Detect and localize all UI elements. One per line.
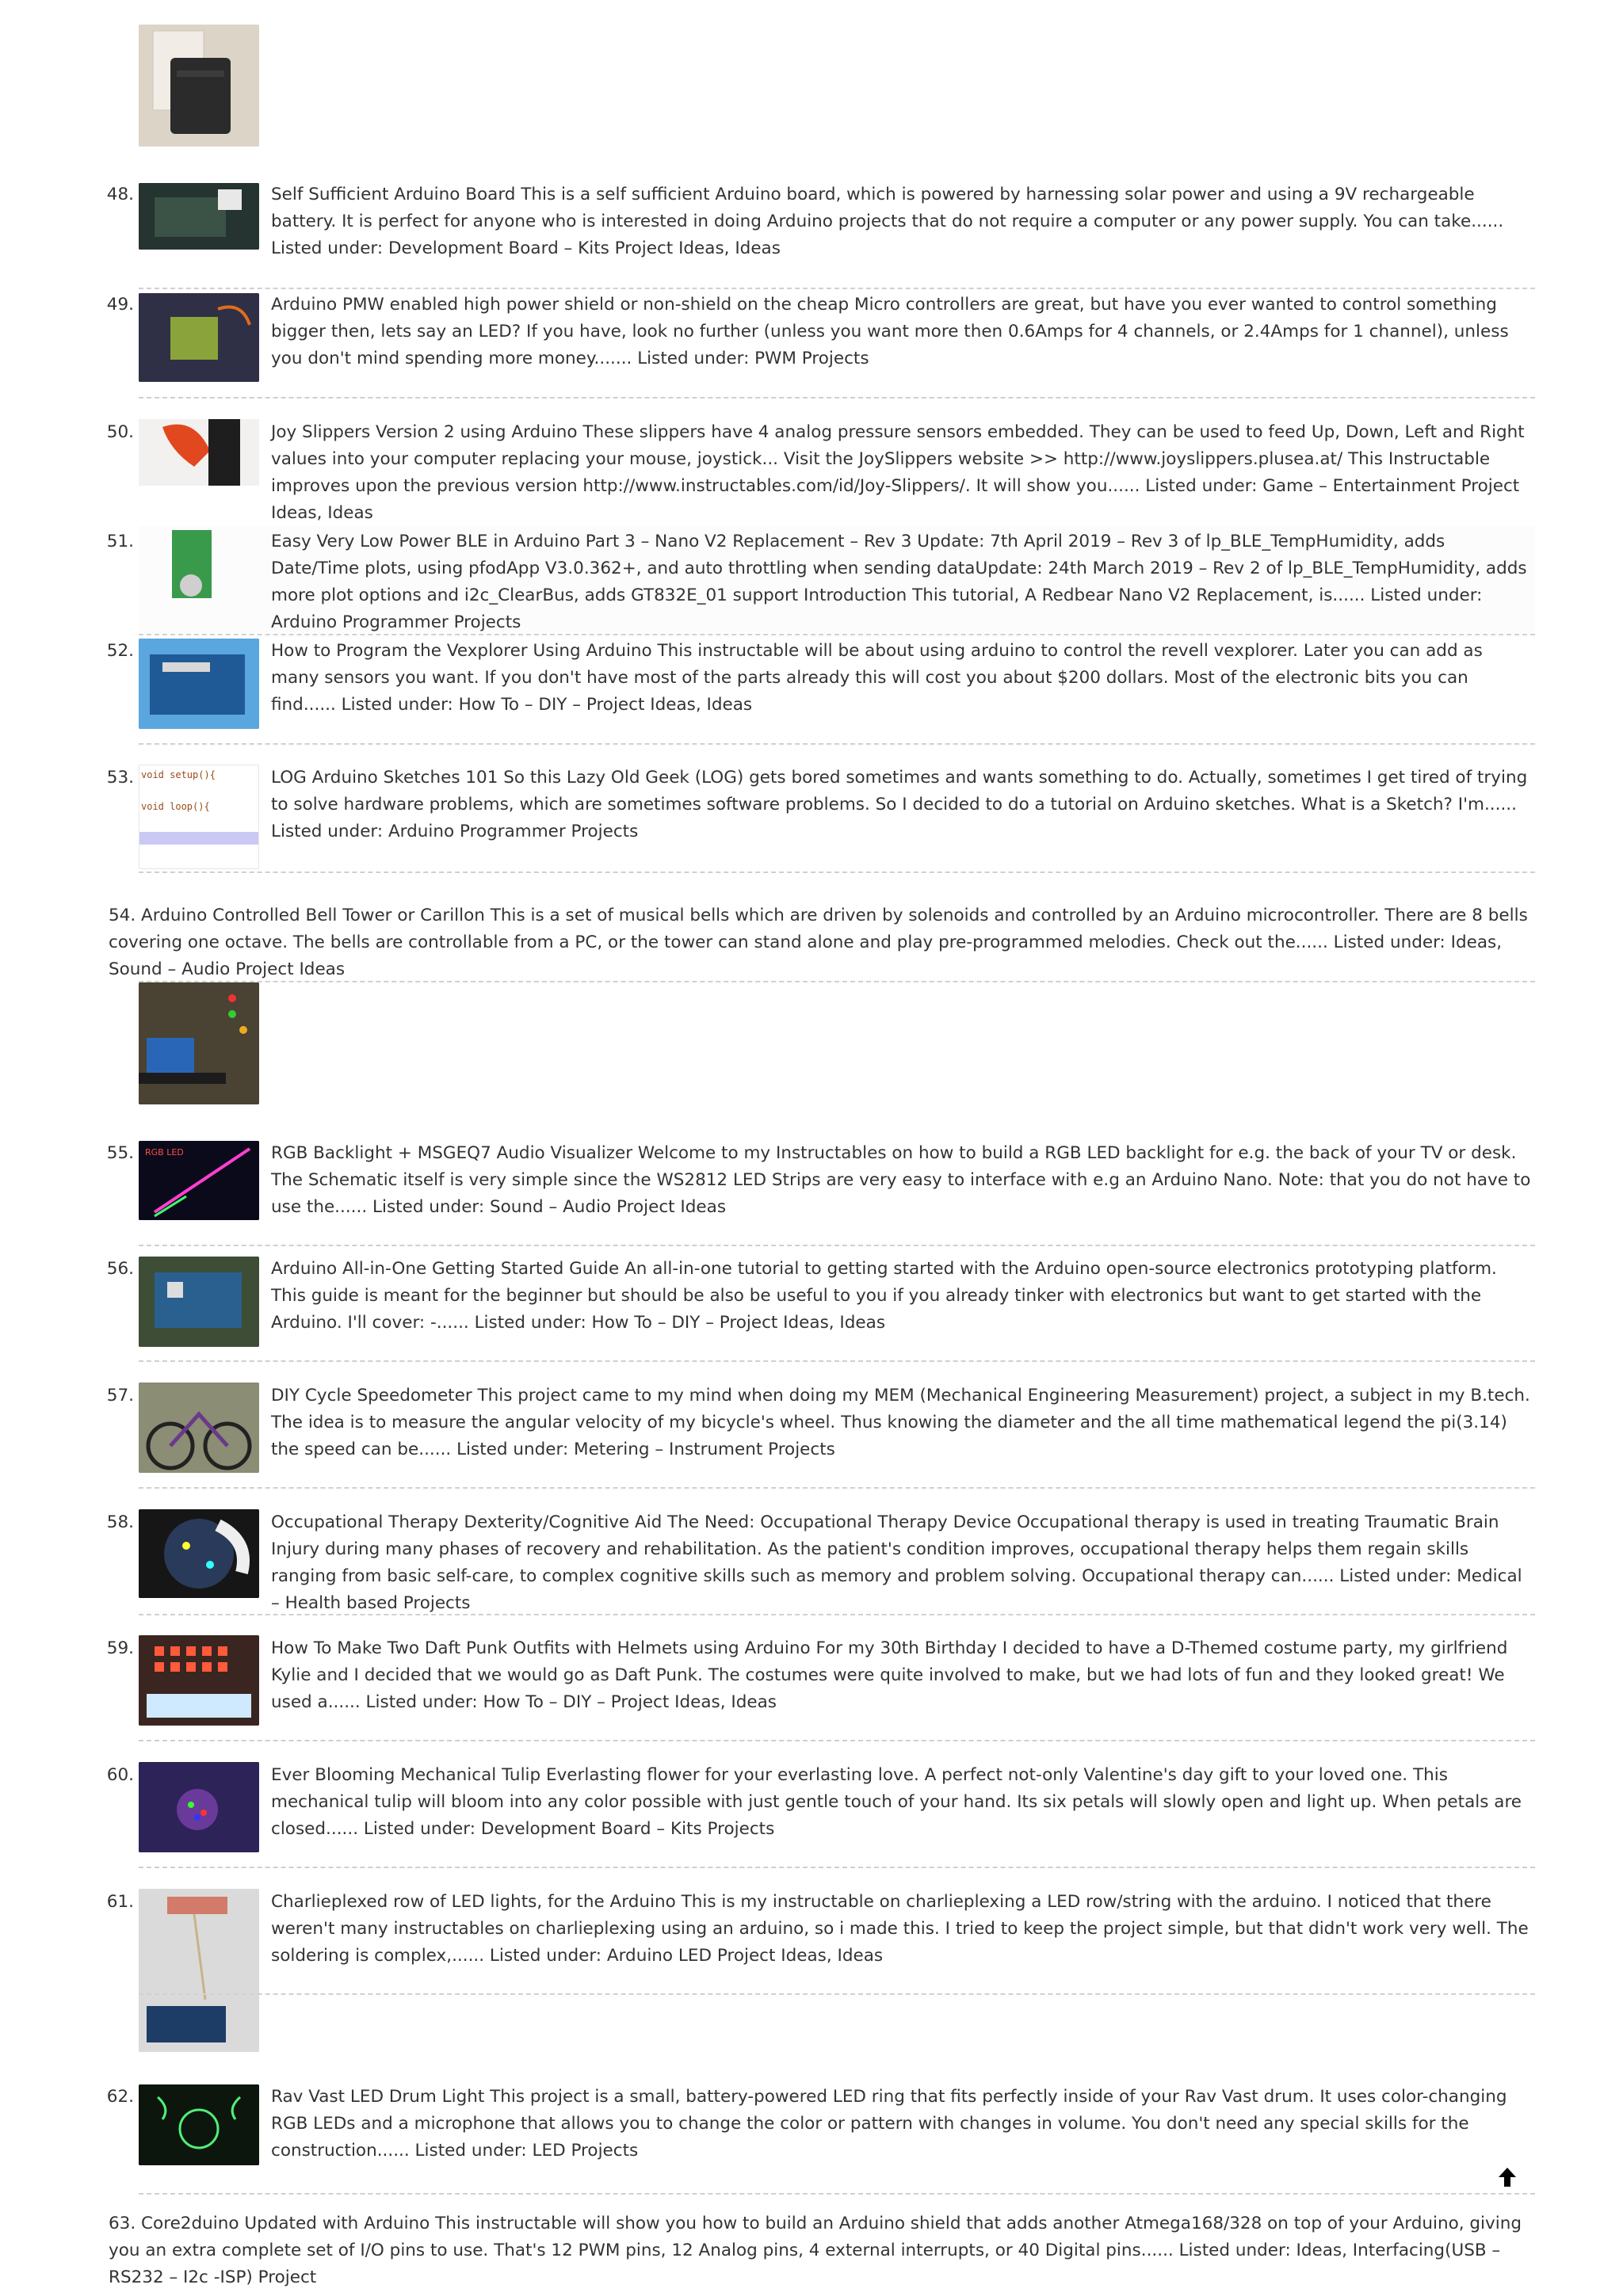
item-number: 51.	[106, 532, 134, 551]
divider	[139, 288, 1535, 289]
item-number: 60.	[106, 1765, 134, 1785]
item-description[interactable]: Arduino All-in-One Getting Started Guide An all-in-one tutorial to getting started with the Arduino open-source electronics prototyping platform. This guide is meant for the beginner but should be also be useful to you if you already tinker with electronics but want to get started with the Arduino. I'll cover: -...... Listed under: How To – DIY – Project Ideas, Ideas	[271, 1259, 1497, 1333]
item-thumbnail[interactable]	[139, 1509, 259, 1598]
item-thumbnail[interactable]	[139, 1257, 259, 1347]
item-description[interactable]: Charlieplexed row of LED lights, for the Arduino This is my instructable on charlieplexing a LED row/string with the arduino. I noticed that there weren't many instructables on charlieplexing using an arduino, so i made this. I tried to keep the project simple, but that didn't work very well. The soldering is complex,...... Listed under: Arduino LED Project Ideas, Ideas	[271, 1892, 1529, 1966]
item-description[interactable]: Joy Slippers Version 2 using Arduino These slippers have 4 analog pressure sensors embedded. They can be used to feed Up, Down, Left and Right values into your computer replacing your mouse, joystick... Visit the JoySlippers website >> http://www.joyslippers.plusea.at/ This Instructable improves upon the previous version http://www.instructables.com/id/Joy-Slippers/. It will show you...... Listed under: Game – Entertainment Project Ideas, Ideas	[271, 422, 1525, 523]
item-description[interactable]: Rav Vast LED Drum Light This project is a small, battery-powered LED ring that fits perfectly inside of your Rav Vast drum. It uses color-changing RGB LEDs and a microphone that allows you to change the color or pattern with changes in volume. You don't need any special skills for the construction...... Listed under: LED Projects	[271, 2087, 1507, 2161]
divider	[139, 397, 1535, 399]
divider	[139, 1740, 1535, 1741]
item-number: 59.	[106, 1638, 134, 1658]
item-thumbnail[interactable]	[139, 293, 259, 382]
item-number: 49.	[106, 295, 134, 315]
divider	[139, 1867, 1535, 1868]
item-thumbnail[interactable]	[139, 2084, 259, 2165]
arrow-up-icon	[1496, 2166, 1518, 2188]
item-description[interactable]	[109, 2210, 1537, 2291]
item-description[interactable]: How to Program the Vexplorer Using Arduino This instructable will be about using arduino to control the revell vexplorer. Later you can add as many sensors you want. If you don't have most of the parts already this will cost you about $200 dollars. Most of the electronic bits you can find...... Listed under: How To – DIY – Project Ideas, Ideas	[271, 641, 1483, 715]
item-text: Core2duino Updated with Arduino This instructable will show you how to build an Arduino shield that adds another Atmega168/328 on top of your Arduino, giving you an extra complete set of I/O pins to use. That's 12 PWM pins, 12 Analog pins, 4 external interrupts, or 40 Digital pins...... Listed under: Ideas, Interfacing(USB – RS232 – I2c -ISP) Project	[109, 2214, 1522, 2287]
divider	[139, 1993, 1535, 1995]
item-thumbnail[interactable]	[139, 1141, 259, 1220]
item-thumbnail[interactable]	[139, 982, 259, 1104]
item-thumbnail[interactable]	[139, 765, 259, 869]
divider	[139, 2193, 1535, 2195]
item-thumbnail[interactable]	[139, 1762, 259, 1852]
item-description[interactable]: LOG Arduino Sketches 101 So this Lazy Old Geek (LOG) gets bored sometimes and wants something to do. Actually, sometimes I get tired of trying to solve hardware problems, which are sometimes software problems. So I decided to do a tutorial on Arduino sketches. What is a Sketch? I'm...... Listed under: Arduino Programmer Projects	[271, 768, 1528, 841]
divider	[139, 743, 1535, 745]
item-thumbnail[interactable]	[139, 1889, 259, 2052]
item-description[interactable]: Self Sufficient Arduino Board This is a self sufficient Arduino board, which is powered by harnessing solar power and using a 9V rechargeable battery. It is perfect for anyone who is interested in doing Arduino projects that do not require a computer or any power supply. You can take...... Listed under: Development Board – Kits Project Ideas, Ideas	[271, 185, 1504, 258]
item-thumbnail[interactable]	[139, 639, 259, 729]
item-thumbnail[interactable]	[139, 1635, 259, 1726]
item-number: 62.	[106, 2087, 134, 2107]
item-description[interactable]	[109, 902, 1537, 983]
item-thumbnail[interactable]	[139, 25, 259, 147]
item-number: 57.	[106, 1386, 134, 1405]
item-thumbnail[interactable]	[139, 1383, 259, 1473]
divider	[139, 871, 1535, 873]
item-description[interactable]: DIY Cycle Speedometer This project came to my mind when doing my MEM (Mechanical Engineering Measurement) project, a subject in my B.tech. The idea is to measure the angular velocity of my bicycle's wheel. Thus knowing the diameter and the all time mathematical legend the pi(3.14) the speed can be...... Listed under: Metering – Instrument Projects	[271, 1386, 1530, 1459]
item-number: 54.	[109, 906, 136, 925]
item-text: Arduino Controlled Bell Tower or Carillon This is a set of musical bells which are driven by solenoids and controlled by an Arduino microcontroller. There are 8 bells covering one octave. The bells are controllable from a PC, or the tower can stand alone and play pre-programmed melodies. Check out the...... Listed under: Ideas, Sound – Audio Project Ideas	[109, 906, 1528, 979]
svg-text:RGB LED: RGB LED	[145, 1147, 184, 1158]
divider	[139, 1487, 1535, 1489]
item-number: 61.	[106, 1892, 134, 1912]
divider	[139, 634, 1535, 635]
item-number: 53.	[106, 768, 134, 788]
divider	[139, 1360, 1535, 1362]
item-number: 50.	[106, 422, 134, 442]
divider	[139, 981, 1535, 982]
svg-text:void setup(){: void setup(){	[141, 769, 216, 780]
item-number: 55.	[106, 1143, 134, 1163]
item-thumbnail[interactable]	[139, 419, 259, 486]
item-description[interactable]: How To Make Two Daft Punk Outfits with Helmets using Arduino For my 30th Birthday I decided to have a D-Themed costume party, my girlfriend Kylie and I decided that we would go as Daft Punk. The costumes were quite involved to make, but we had lots of fun and they looked great! We used a...... Listed under: How To – DIY – Project Ideas, Ideas	[271, 1638, 1508, 1712]
item-description[interactable]: Arduino PMW enabled high power shield or non-shield on the cheap Micro controllers are great, but have you ever wanted to control something bigger then, lets say an LED? If you have, look no further (unless you want more then 0.6Amps for 4 channels, or 2.4Amps for 1 channel), unless you don't mind spending more money....... Listed under: PWM Projects	[271, 295, 1509, 368]
item-thumbnail[interactable]	[139, 183, 259, 250]
item-number: 48.	[106, 185, 134, 204]
item-thumbnail[interactable]	[139, 528, 259, 601]
item-description[interactable]: Occupational Therapy Dexterity/Cognitive Aid The Need: Occupational Therapy Device Occupational therapy is used in treating Traumatic Brain Injury during many phases of recovery and rehabilitation. As the patient's condition improves, occupational therapy helps them regain skills ranging from basic self-care, to complex cognitive skills such as memory and problem solving. Occupational therapy can...... Listed under: Medical – Health based Projects	[271, 1512, 1522, 1613]
svg-text:void loop(){: void loop(){	[141, 801, 210, 812]
divider	[139, 1245, 1535, 1246]
item-description[interactable]: RGB Backlight + MSGEQ7 Audio Visualizer Welcome to my Instructables on how to build a RGB LED backlight for e.g. the back of your TV or desk. The Schematic itself is very simple since the WS2812 LED Strips are very easy to interface with e.g an Arduino Nano. Note: that you do not have to use the...... Listed under: Sound – Audio Project Ideas	[271, 1143, 1531, 1217]
scroll-to-top-button[interactable]	[1495, 2164, 1520, 2190]
item-description[interactable]: Ever Blooming Mechanical Tulip Everlasting flower for your everlasting love. A perfect not-only Valentine's day gift to your loved one. This mechanical tulip will bloom into any color possible with just gentle touch of your hand. Its six petals will slowly open and light up. When petals are closed...... Listed under: Development Board – Kits Projects	[271, 1765, 1522, 1839]
item-number: 56.	[106, 1259, 134, 1279]
item-number: 52.	[106, 641, 134, 661]
item-number: 58.	[106, 1512, 134, 1532]
divider	[139, 1614, 1535, 1615]
item-number: 63.	[109, 2214, 136, 2233]
item-description[interactable]: Easy Very Low Power BLE in Arduino Part 3 – Nano V2 Replacement – Rev 3 Update: 7th April 2019 – Rev 3 of lp_BLE_TempHumidity, adds Date/Time plots, using pfodApp V3.0.362+, and auto throttling when sending dataUpdate: 24th March 2019 – Rev 2 of lp_BLE_TempHumidity, adds more plot options and i2c_ClearBus, adds GT832E_01 support Introduction This tutorial, A Redbear Nano V2 Replacement, is...... Listed under: Arduino Programmer Projects	[271, 532, 1527, 632]
